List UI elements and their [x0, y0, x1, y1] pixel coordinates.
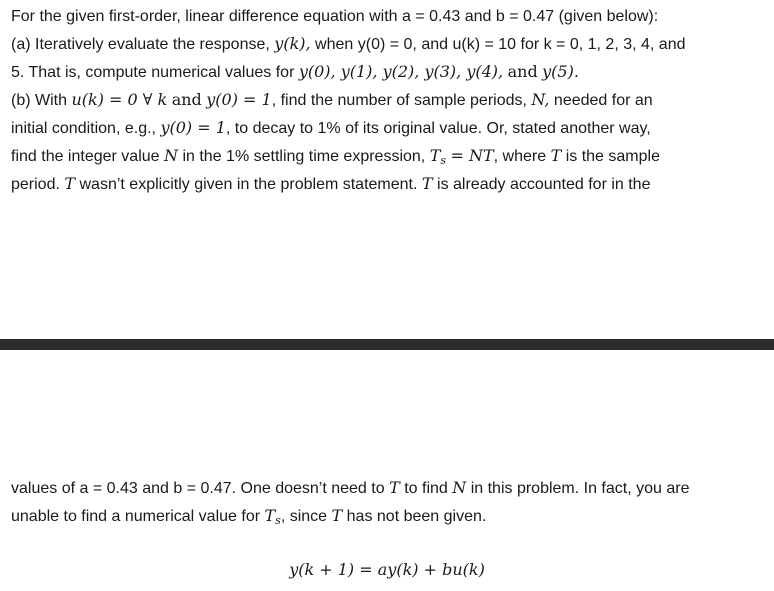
part-a-label: (a)	[11, 36, 31, 53]
math-y-of-k: y(k),	[274, 34, 311, 53]
problem-text-top	[11, 3, 767, 198]
part-b-text-2: needed for an	[553, 92, 653, 109]
math-T-2: T	[550, 146, 562, 165]
part-a-line-1	[11, 30, 767, 58]
math-y-values: y(0), y(1), y(2), y(3), y(4),	[298, 62, 504, 81]
part-a-text: Iteratively evaluate the response,	[35, 36, 270, 53]
part-b-line-3	[11, 142, 767, 170]
math-u-condition: u(k) = 0 ∀ k	[71, 90, 168, 109]
part-b-text-9: period.	[11, 176, 60, 193]
math-eq-NT: = NT	[450, 146, 494, 165]
part-b-text-7: , where	[493, 148, 547, 165]
math-T-6: T	[264, 506, 276, 525]
part-b-text-11: is already accounted for in the	[437, 176, 651, 193]
part-b-text-8: is the sample	[565, 148, 660, 165]
continuation-text-6: has not been given.	[346, 508, 487, 525]
continuation-text-5: , since	[280, 508, 328, 525]
problem-text-bottom	[11, 474, 767, 530]
part-b-text-6: in the 1% settling time expression,	[182, 148, 426, 165]
math-T: T	[429, 146, 441, 165]
part-a-text-3: 5. That is, compute numerical values for	[11, 64, 295, 81]
math-y0-condition: y(0) = 1	[206, 90, 272, 109]
math-y0-eq-1: y(0) = 1	[160, 118, 226, 137]
continuation-text-4: unable to find a numerical value for	[11, 508, 261, 525]
math-T-3: T	[64, 174, 76, 193]
part-b-text-5: find the integer value	[11, 148, 160, 165]
part-b-line-4	[11, 170, 767, 198]
math-N: N,	[531, 90, 550, 109]
part-b-line-2	[11, 114, 767, 142]
part-a-line-2	[11, 58, 767, 86]
part-b-line-1	[11, 86, 767, 114]
continuation-text-3: in this problem. In fact, you are	[470, 480, 690, 497]
continuation-text: values of a = 0.43 and b = 0.47. One doesn’t need to	[11, 480, 385, 497]
math-N-3: N	[452, 478, 467, 497]
intro-line	[11, 3, 767, 30]
continuation-line-1	[11, 474, 767, 502]
math-y5: y(5).	[542, 62, 579, 81]
continuation-line-2	[11, 502, 767, 530]
part-b-text: , find the number of sample periods,	[271, 92, 527, 109]
math-Ts-2	[265, 506, 281, 525]
math-subscript-s-2: s	[275, 514, 281, 527]
continuation-text-2: to find	[404, 480, 448, 497]
part-b-with: With	[35, 92, 68, 109]
math-subscript-s: s	[440, 154, 447, 167]
part-b-text-10: wasn’t explicitly given in the problem statement.	[79, 176, 418, 193]
math-and: and	[507, 62, 538, 81]
math-and-2: and	[171, 90, 202, 109]
difference-equation	[0, 557, 774, 582]
part-a-text-2: when y(0) = 0, and u(k) = 10 for k = 0, 1, 2, 3, 4, and	[315, 36, 686, 53]
math-T-7: T	[331, 506, 343, 525]
equation-text: y(k + 1) = ay(k) + bu(k)	[289, 560, 485, 579]
page-divider	[0, 339, 774, 350]
math-T-5: T	[389, 478, 400, 497]
intro-text: For the given first-order, linear difference equation with a = 0.43 and b = 0.47 (given below):	[11, 8, 659, 25]
math-T-4: T	[421, 174, 433, 193]
part-b-text-3: initial condition, e.g.,	[11, 120, 156, 137]
math-Ts	[430, 146, 446, 165]
part-b-label: (b)	[11, 92, 31, 109]
math-N-2: N	[164, 146, 178, 165]
part-b-text-4: , to decay to 1% of its original value. Or, stated another way,	[225, 120, 651, 137]
